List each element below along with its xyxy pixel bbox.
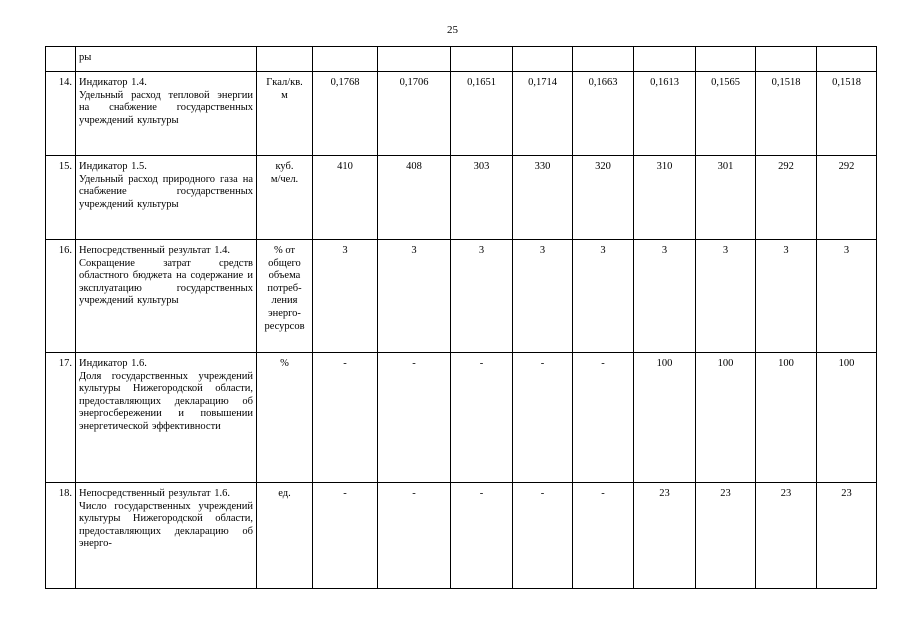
unit-line: объема: [268, 270, 301, 282]
value-cell: 0,1663: [573, 72, 634, 156]
value-cell: 100: [817, 353, 877, 483]
value-cell: -: [513, 483, 573, 589]
unit-cell: [257, 240, 313, 353]
value-cell: 23: [756, 483, 817, 589]
unit-line: общего: [268, 257, 301, 269]
unit-line: ед.: [278, 488, 291, 499]
value-cell: 0,1613: [634, 72, 696, 156]
value-cell: 3: [378, 240, 451, 353]
unit-cell: [257, 156, 313, 240]
value-cell: 0,1651: [451, 72, 513, 156]
value-cell: 3: [451, 240, 513, 353]
value-cell: [817, 47, 877, 72]
value-cell: 100: [756, 353, 817, 483]
indicator-name-cell: [76, 156, 257, 240]
value-cell: 0,1768: [313, 72, 378, 156]
unit-line: %: [280, 358, 289, 369]
table-row: [46, 483, 877, 589]
unit-line: м: [281, 89, 288, 101]
value-cell: 330: [513, 156, 573, 240]
indicator-name-cell: [76, 483, 257, 589]
table-row: [46, 47, 877, 72]
row-number-cell: [46, 47, 76, 72]
unit-line: куб.: [275, 161, 294, 172]
value-cell: 3: [573, 240, 634, 353]
value-cell: -: [378, 483, 451, 589]
unit-line: энерго-: [268, 307, 301, 319]
row-number-cell: 16.: [46, 240, 76, 353]
unit-cell: [257, 353, 313, 483]
indicator-name-cell: [76, 47, 257, 72]
indicator-name-line: Удельный расход природного газа на снабжение государственных учреждений культуры: [79, 173, 253, 210]
value-cell: 100: [634, 353, 696, 483]
value-cell: [313, 47, 378, 72]
unit-line: Гкал/кв.: [266, 77, 303, 88]
value-cell: 0,1518: [817, 72, 877, 156]
row-number-cell: 15.: [46, 156, 76, 240]
table-row: [46, 156, 877, 240]
value-cell: -: [513, 353, 573, 483]
indicator-name-cell: [76, 353, 257, 483]
value-cell: [573, 47, 634, 72]
indicator-name-line: Индикатор 1.6.: [79, 358, 147, 369]
value-cell: 23: [696, 483, 756, 589]
unit-line: м/чел.: [270, 173, 299, 185]
value-cell: 310: [634, 156, 696, 240]
unit-line: ресурсов: [264, 320, 305, 332]
value-cell: 303: [451, 156, 513, 240]
indicator-name-line: Сокращение затрат средств областного бюджета на содержание и эксплуатацию государственных учреждений культуры: [79, 257, 253, 307]
unit-line: ления: [271, 295, 298, 307]
value-cell: [756, 47, 817, 72]
unit-line: потреб-: [267, 282, 302, 294]
value-cell: [513, 47, 573, 72]
value-cell: [634, 47, 696, 72]
row-number-cell: 18.: [46, 483, 76, 589]
value-cell: -: [313, 353, 378, 483]
page-number: 25: [447, 24, 458, 36]
value-cell: 3: [313, 240, 378, 353]
indicator-name-line: Число государственных учреждений культуры Нижегородской области, предоставляющих декларацию об энерго-: [79, 500, 253, 550]
table-row: [46, 240, 877, 353]
indicator-name-line: Индикатор 1.4.: [79, 77, 147, 88]
indicator-name-line: Удельный расход тепловой энергии на снабжение государственных учреждений культуры: [79, 89, 253, 126]
value-cell: 3: [696, 240, 756, 353]
indicator-name-line: Непосредственный результат 1.6.: [79, 488, 230, 499]
indicator-name-line: Доля государственных учреждений культуры Нижегородской области, предоставляющих декларацию об энергосбережении и повышении энергетической эффективности: [79, 370, 253, 432]
indicators-table: [45, 46, 877, 589]
indicator-name-line: Индикатор 1.5.: [79, 161, 147, 172]
value-cell: -: [313, 483, 378, 589]
value-cell: 410: [313, 156, 378, 240]
value-cell: 292: [817, 156, 877, 240]
value-cell: 320: [573, 156, 634, 240]
unit-cell: [257, 47, 313, 72]
value-cell: -: [573, 483, 634, 589]
table-row: [46, 72, 877, 156]
value-cell: 0,1518: [756, 72, 817, 156]
value-cell: 3: [817, 240, 877, 353]
value-cell: 3: [634, 240, 696, 353]
indicator-name-cell: [76, 72, 257, 156]
value-cell: 301: [696, 156, 756, 240]
value-cell: -: [451, 483, 513, 589]
value-cell: 292: [756, 156, 817, 240]
indicator-name-line: ры: [79, 52, 92, 63]
value-cell: 100: [696, 353, 756, 483]
value-cell: -: [573, 353, 634, 483]
value-cell: 3: [756, 240, 817, 353]
value-cell: 0,1714: [513, 72, 573, 156]
value-cell: 0,1565: [696, 72, 756, 156]
unit-line: % от: [273, 245, 296, 256]
value-cell: [451, 47, 513, 72]
indicator-name-line: Непосредственный результат 1.4.: [79, 245, 230, 256]
value-cell: 23: [634, 483, 696, 589]
row-number-cell: 14.: [46, 72, 76, 156]
value-cell: -: [378, 353, 451, 483]
indicator-name-cell: [76, 240, 257, 353]
value-cell: [696, 47, 756, 72]
value-cell: 23: [817, 483, 877, 589]
unit-cell: [257, 483, 313, 589]
value-cell: 408: [378, 156, 451, 240]
value-cell: 0,1706: [378, 72, 451, 156]
row-number-cell: 17.: [46, 353, 76, 483]
value-cell: [378, 47, 451, 72]
table-row: [46, 353, 877, 483]
unit-cell: [257, 72, 313, 156]
table-body: [46, 47, 877, 589]
value-cell: 3: [513, 240, 573, 353]
value-cell: -: [451, 353, 513, 483]
